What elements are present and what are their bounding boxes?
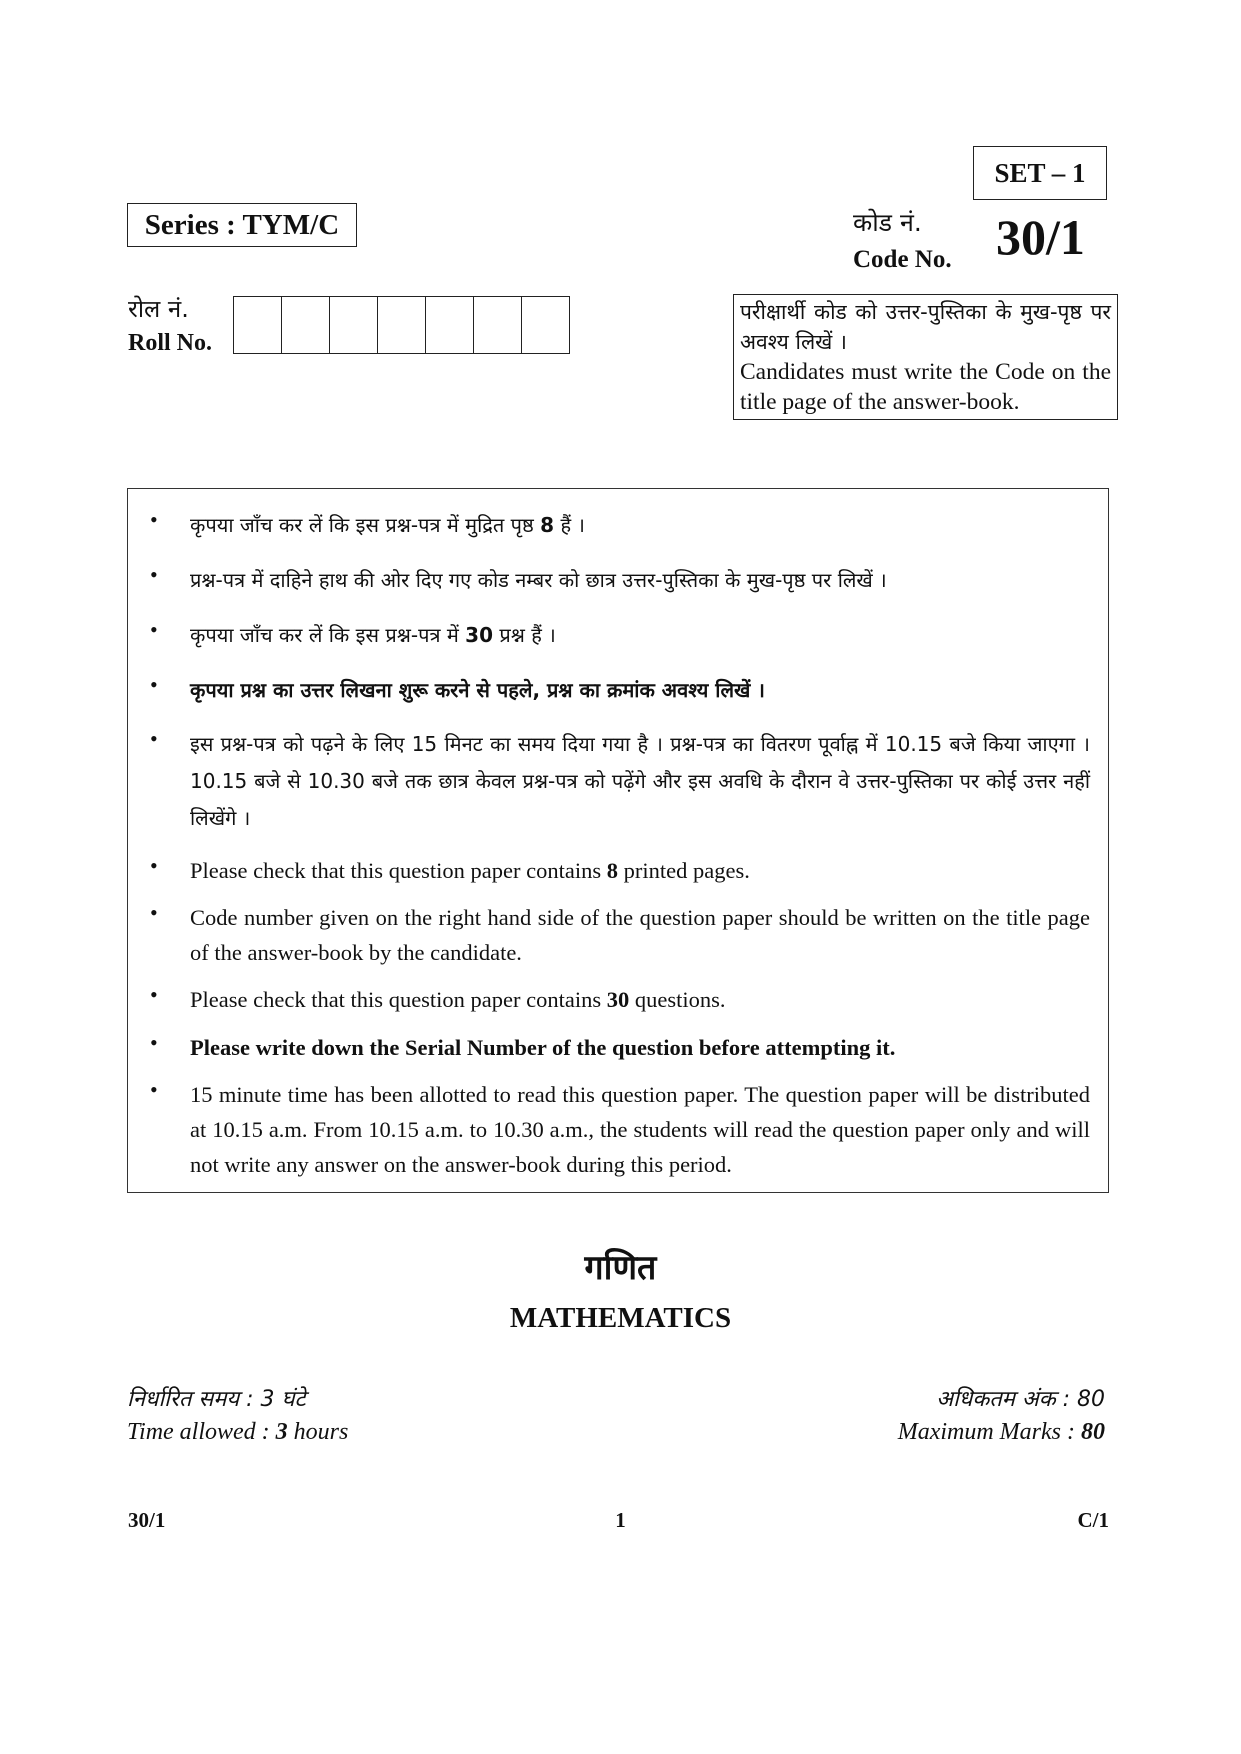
footer-page-number: 1 [615,1508,626,1532]
roll-number-grid[interactable] [233,296,570,354]
bullet-icon: • [150,853,158,878]
instruction-text: कृपया जाँच कर लें कि इस प्रश्न-पत्र में मुद्रित पृष्ठ 8 हैं । [190,513,586,537]
instruction-text: कृपया जाँच कर लें कि इस प्रश्न-पत्र में 30 प्रश्न हैं । [190,623,556,647]
bullet-icon: • [150,900,158,925]
bullet-icon: • [150,507,158,532]
instruction-text: Please check that this question paper contains 30 questions. [190,987,726,1012]
subject-title-english: MATHEMATICS [509,1302,732,1334]
roll-number-cell[interactable] [425,296,473,353]
series-label: Series : TYM/C [127,203,357,247]
instruction-text: इस प्रश्न-पत्र को पढ़ने के लिए 15 मिनट का समय दिया गया है । प्रश्न-पत्र का वितरण पूर्वाह्न में 10.15 बजे किया जाएगा । 10.15 बजे से 10.30 बजे तक छात्र केवल प्रश्न-पत्र को पढ़ेंगे और इस अवधि के दौरान वे उत्तर-पुस्तिका पर कोई उत्तर नहीं लिखेंगे । [190,732,1090,830]
instruction-text: 15 minute time has been allotted to read this question paper. The question paper will be distributed at 10.15 a.m. From 10.15 a.m. to 10.30 a.m., the students will read the question paper only and will not write any answer on the answer-book during this period. [190,1082,1090,1177]
instruction-text: Please write down the Serial Number of the question before attempting it. [190,1035,896,1060]
roll-label-hindi: रोल नं. [128,295,189,323]
code-label-hindi: कोड नं. [853,208,922,237]
time-allowed-english: Time allowed : 3 hours [127,1419,349,1445]
code-number: 30/1 [996,209,1085,265]
instruction-text: प्रश्न-पत्र में दाहिने हाथ की ओर दिए गए कोड नम्बर को छात्र उत्तर-पुस्तिका के मुख-पृष्ठ पर लिखें । [190,568,887,592]
bullet-icon: • [150,617,158,642]
roll-label-english: Roll No. [128,330,212,356]
candidate-note-hindi: परीक्षार्थी कोड को उत्तर-पुस्तिका के मुख-पृष्ठ पर अवश्य लिखें । [740,300,1111,354]
max-marks-hindi: अधिकतम अंक : 80 [936,1387,1105,1412]
bullet-icon: • [150,562,158,587]
bullet-icon: • [150,1030,158,1055]
footer-code: 30/1 [128,1508,166,1532]
instruction-text: कृपया प्रश्न का उत्तर लिखना शुरू करने से पहले, प्रश्न का क्रमांक अवश्य लिखें । [190,678,765,702]
roll-number-cell[interactable] [281,296,329,353]
bullet-icon: • [150,982,158,1007]
instruction-text: Code number given on the right hand side of the question paper should be written on the title page of the answer-book by the candidate. [190,905,1090,965]
candidate-note-english: Candidates must write the Code on the title page of the answer-book. [740,359,1111,415]
candidate-note-box [733,294,1118,420]
set-label: SET – 1 [973,146,1107,200]
instructions-box [127,488,1109,1193]
roll-number-cell[interactable] [329,296,377,353]
roll-number-cell[interactable] [377,296,425,353]
subject-title-hindi: गणित [584,1248,657,1288]
footer-series: C/1 [1077,1508,1109,1532]
instruction-text: Please check that this question paper contains 8 printed pages. [190,858,750,883]
bullet-icon: • [150,726,158,751]
bullet-icon: • [150,1077,158,1102]
max-marks-english: Maximum Marks : 80 [897,1419,1105,1445]
roll-number-cell[interactable] [233,296,281,353]
roll-number-cell[interactable] [521,296,570,353]
time-allowed-hindi: निर्धारित समय : 3 घंटे [127,1387,306,1412]
bullet-icon: • [150,672,158,697]
code-label-english: Code No. [853,246,952,273]
roll-number-cell[interactable] [473,296,521,353]
